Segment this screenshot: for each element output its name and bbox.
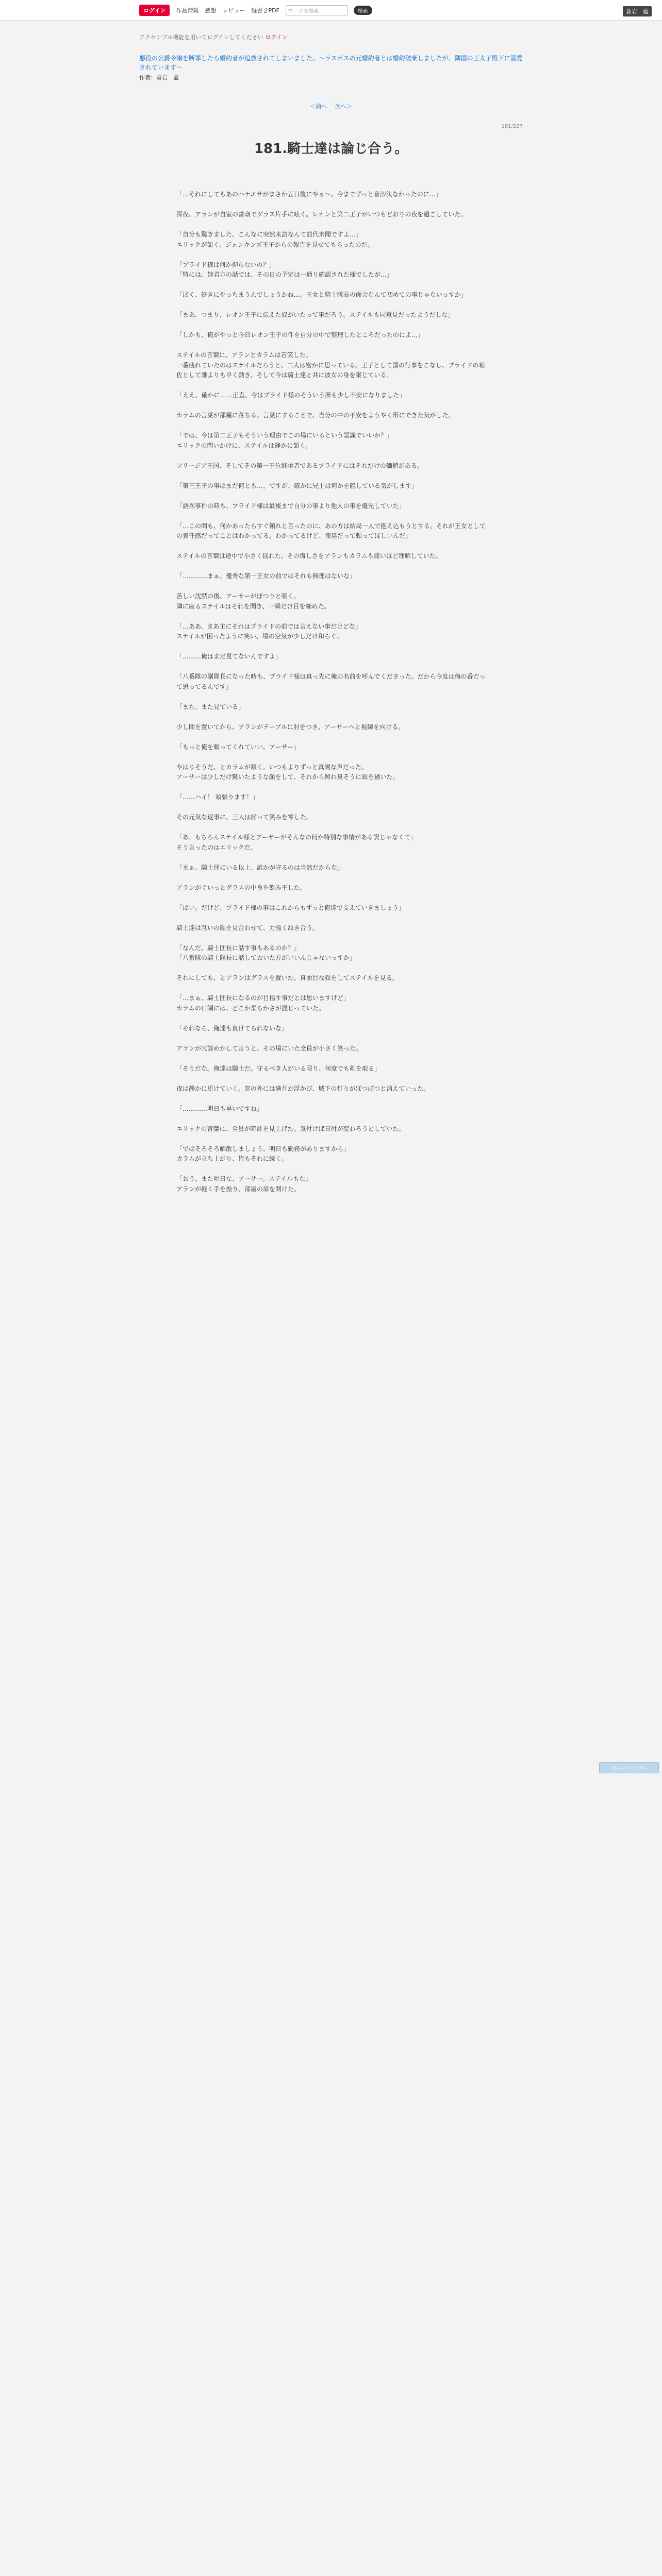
nav-link-review[interactable]: レビュー [222, 7, 245, 14]
body-paragraph: 「また、また見ている」 [176, 703, 245, 710]
body-paragraph [176, 451, 486, 461]
body-paragraph [176, 511, 486, 521]
prev-episode-link[interactable]: ＜前へ [310, 103, 327, 110]
body-paragraph: 「まぁ、騎士団にいる以上、誰かが守るのは当然だからな」 [176, 863, 344, 871]
body-paragraph [176, 692, 486, 702]
body-paragraph: 少し間を置いてから、アランがテーブルに肘をつき、アーサーへと視線を向ける。 [176, 723, 405, 731]
body-paragraph: 「八番隊の副隊長になった時も、プライド様は真っ先に俺の名前を呼んでくださった。だから今度は俺の番だって思ってるんです」 [176, 673, 486, 690]
accessibility-notice [139, 33, 523, 41]
nav-link-impressions[interactable]: 感想 [205, 7, 217, 14]
body-paragraph: 「あ。もちろんステイル様とアーサーがそんなの何か特別な事情がある訳じゃなくて」 [176, 834, 417, 841]
body-paragraph: 「なんだ、騎士団長に話す事もあるのか？」 [176, 944, 301, 952]
body-paragraph: アランが軽く手を振り、部屋の扉を開けた。 [176, 1185, 301, 1193]
body-paragraph [176, 381, 486, 391]
body-paragraph: 「…この間も、何かあったらすぐ頼れと言ったのに、あの方は結局一人で抱え込もうとする。それが王女としての責任感だってことはわかってる。わかってるけど、俺達だって頼ってほしいんだ」 [176, 522, 486, 539]
novel-series-title-link[interactable]: 悪役の公爵令嬢を断罪したら婚約者が追放されてしまいました。～ラスボスの元婚約者とは婚約破棄しましたが、隣国の王太子殿下に溺愛されています～ [139, 55, 523, 71]
body-paragraph [176, 963, 486, 974]
body-paragraph: 「ではそろそろ解散しましょう。明日も勤務がありますから」 [176, 1145, 350, 1153]
nav-link-info[interactable]: 作品情報 [176, 7, 199, 14]
body-paragraph [176, 873, 486, 883]
body-paragraph: 深夜、アランが自室の書斎でグラス片手に呟く。レオンと第二王子がいつもどおりの夜を過ごしていた。 [176, 211, 467, 218]
body-paragraph: 騎士達は互いの顔を見合わせて、力強く頷き合う。 [176, 924, 319, 931]
body-paragraph: アランがぐいっとグラスの中身を飲み干した。 [176, 884, 306, 891]
body-paragraph: 「ええ、確かに……正直、今はプライド様のそういう所も少し不安になりました」 [176, 392, 406, 399]
body-paragraph: 「…それにしてもあのハナエサがまさか五日後にやぁ～。今までずっと音沙汰なかったのに…」 [176, 191, 442, 198]
body-paragraph: 「………俺はまだ見てないんですよ」 [176, 653, 282, 660]
body-paragraph [176, 1094, 486, 1104]
next-episode-link[interactable]: 次へ＞ [335, 103, 352, 110]
body-paragraph [176, 1134, 486, 1144]
body-paragraph [176, 341, 486, 351]
body-paragraph: 「…………まぁ、優秀な第一王女の前ではそれも無理はないな」 [176, 572, 356, 580]
body-paragraph: 「おう。また明日な、アーサー。ステイルもな」 [176, 1175, 312, 1182]
body-paragraph: 「では、今は第二王子もそういう理由でこの場にいるという認識でいいか？」 [176, 432, 393, 439]
body-paragraph: 「ぼく、好きにやっちまうんでしょうかね…。王女と騎士隊長の面会なんて初めての事じゃないっすか」 [176, 291, 467, 298]
body-paragraph [176, 1013, 486, 1024]
body-paragraph: そう言ったのはエリックだ。 [176, 843, 257, 851]
novel-body-text [176, 190, 486, 1194]
body-paragraph [176, 582, 486, 592]
body-paragraph: 「しかも、俺がやっと今日レオン王子の件を自分の中で整理したところだったのによ…」 [176, 331, 424, 338]
body-paragraph [176, 280, 486, 291]
episode-pager [139, 102, 523, 110]
body-paragraph [176, 642, 486, 652]
user-account-link[interactable]: 蒼岩 藍 [623, 6, 652, 16]
body-paragraph [176, 662, 486, 672]
body-paragraph [176, 612, 486, 622]
body-paragraph: 「…………明日も早いですね」 [176, 1105, 263, 1112]
body-paragraph: エリックの言葉に、全員が時計を見上げた。気付けば日付が変わろうとしていた。 [176, 1125, 405, 1132]
body-paragraph: カラムの言葉が部屋に落ちる。言葉にすることで、自分の中の不安をようやく形にできた気がした。 [176, 412, 455, 419]
body-paragraph [176, 491, 486, 501]
search-input[interactable]: ワードを検索 [286, 5, 347, 15]
body-paragraph: 「……ハイ！ 頑張ります！」 [176, 793, 259, 801]
body-paragraph [176, 823, 486, 833]
body-paragraph: 「…ああ、まあ主にそれはプライドの前では言えない事だけどな」 [176, 622, 362, 630]
body-paragraph [176, 471, 486, 481]
body-paragraph: それにしても、とアランはグラスを置いた。真面目な顔をしてステイルを見る。 [176, 974, 399, 981]
body-paragraph: 「そうだな。俺達は騎士だ。守るべき人がいる限り、何度でも剣を取る」 [176, 1064, 381, 1072]
body-paragraph [176, 220, 486, 230]
episode-number: 181/227 [501, 124, 523, 129]
body-paragraph: 「特には。姉君方の話では、その日の予定は一通り確認された様でしたが…」 [176, 271, 393, 278]
body-paragraph: ステイルが困ったように笑い、場の空気が少しだけ和らぐ。 [176, 633, 343, 640]
body-paragraph: アーサーは少しだけ驚いたような顔をして、それから照れ臭そうに頭を掻いた。 [176, 773, 399, 781]
body-paragraph: アランが冗談めかして言うと、その場にいた全員が小さく笑った。 [176, 1044, 362, 1052]
body-paragraph: 「自分も驚きました。こんなに突然来訪なんて前代未聞ですよ…」 [176, 231, 362, 238]
body-paragraph: 隣に座るステイルはそれを聞き、一瞬だけ目を細めた。 [176, 602, 330, 610]
body-paragraph: エリックが頷く。ジェンキンズ王子からの報告を見せてもらったのだ。 [176, 241, 374, 248]
body-paragraph: 「はい。だけど、プライド様の事はこれからもずっと俺達で支えていきましょう」 [176, 904, 405, 911]
body-paragraph: エリックの問いかけに、ステイルは静かに頷く。 [176, 442, 312, 449]
body-paragraph: 「それなら、俺達も負けてられないな」 [176, 1024, 288, 1032]
page-top-button[interactable]: ページトップへ [599, 1762, 659, 1773]
body-paragraph [176, 783, 486, 793]
novel-title-block [139, 54, 523, 81]
topbar-inner [139, 0, 523, 21]
login-button[interactable]: ログイン [139, 5, 170, 16]
nav-link-pdf[interactable]: 縦書きPDF [251, 7, 279, 14]
body-paragraph [176, 1164, 486, 1175]
body-paragraph [176, 803, 486, 813]
body-paragraph: ステイルの言葉に、アランとカラムは苦笑した。 [176, 351, 312, 359]
body-paragraph [176, 1054, 486, 1064]
body-paragraph [176, 752, 486, 762]
body-paragraph: やはりそうだ、とカラムが頷く。いつもよりずっと真剣な声だった。 [176, 763, 368, 771]
body-paragraph: その元気な返事に、三人は揃って笑みを零した。 [176, 814, 313, 821]
body-paragraph [176, 1114, 486, 1124]
body-paragraph [176, 984, 486, 994]
body-paragraph [176, 893, 486, 903]
body-paragraph: フリージア王国、そしてその第一王位継承者であるプライドにはそれだけの価値がある。 [176, 462, 423, 469]
top-navigation-bar [0, 0, 662, 21]
body-paragraph [176, 933, 486, 943]
body-paragraph [176, 320, 486, 331]
body-paragraph: 「もっと俺を頼ってくれていい。アーサー」 [176, 743, 300, 751]
body-paragraph [176, 541, 486, 552]
body-paragraph [176, 1033, 486, 1044]
body-paragraph [176, 712, 486, 722]
novel-author: 作者：蒼岩 藍 [139, 74, 179, 81]
body-paragraph: 苦しい沈黙の後、アーサーがぽつりと呟く。 [176, 592, 300, 600]
body-paragraph: 「第三王子の事はまだ何とも…。ですが、確かに兄上は何かを隠している気がします」 [176, 482, 418, 489]
body-paragraph [176, 401, 486, 411]
body-paragraph [176, 300, 486, 311]
accessibility-login-link[interactable]: ログイン [265, 34, 288, 41]
body-paragraph: ステイルの言葉は途中で小さく揺れた。その悔しさをアランもカラムも痛いほど理解していた。 [176, 552, 442, 560]
chapter-title: 181.騎士達は論じ合う。 [254, 141, 408, 157]
body-paragraph [176, 732, 486, 742]
body-paragraph [176, 853, 486, 863]
body-paragraph [176, 913, 486, 923]
body-paragraph: 「誘拐事件の時も、プライド様は最後まで自分の事より他人の事を優先していた」 [176, 502, 405, 510]
body-paragraph: カラムの口調には、どこか柔らかさが混じっていた。 [176, 1004, 325, 1012]
body-paragraph: カラムが立ち上がり、皆もそれに続く。 [176, 1155, 288, 1162]
body-paragraph: 「まあ、つまり、レオン王子に伝えた奴がいたって事だろう。ステイルも同意見だったようだしな」 [176, 311, 454, 318]
body-paragraph: 夜は静かに更けていく。窓の外には満月が浮かび、城下の灯りがぽつぽつと消えていった。 [176, 1084, 430, 1092]
search-button[interactable]: 検索 [354, 6, 372, 15]
body-paragraph: 「八番隊の騎士隊長に話しておいた方がいいんじゃないっすか」 [176, 954, 356, 961]
body-paragraph [176, 200, 486, 210]
body-paragraph: 「…まぁ、騎士団長になるのが目指す事だとは思いますけど」 [176, 994, 350, 1002]
body-paragraph: 「プライド様は何か仰らないの？」 [176, 261, 275, 268]
body-paragraph: 一番疲れていたのはステイルだろうと、二人は密かに思っている。王子として国の行事をこなし、プライドの補佐として誰よりも早く動き、そして今は騎士達と共に彼女の身を案じている。 [176, 361, 485, 379]
body-paragraph [176, 1074, 486, 1084]
body-paragraph [176, 562, 486, 572]
body-paragraph [176, 250, 486, 260]
accessibility-notice-text: アクセシブル機能を用いてログインしてください [139, 34, 263, 41]
body-paragraph [176, 421, 486, 431]
